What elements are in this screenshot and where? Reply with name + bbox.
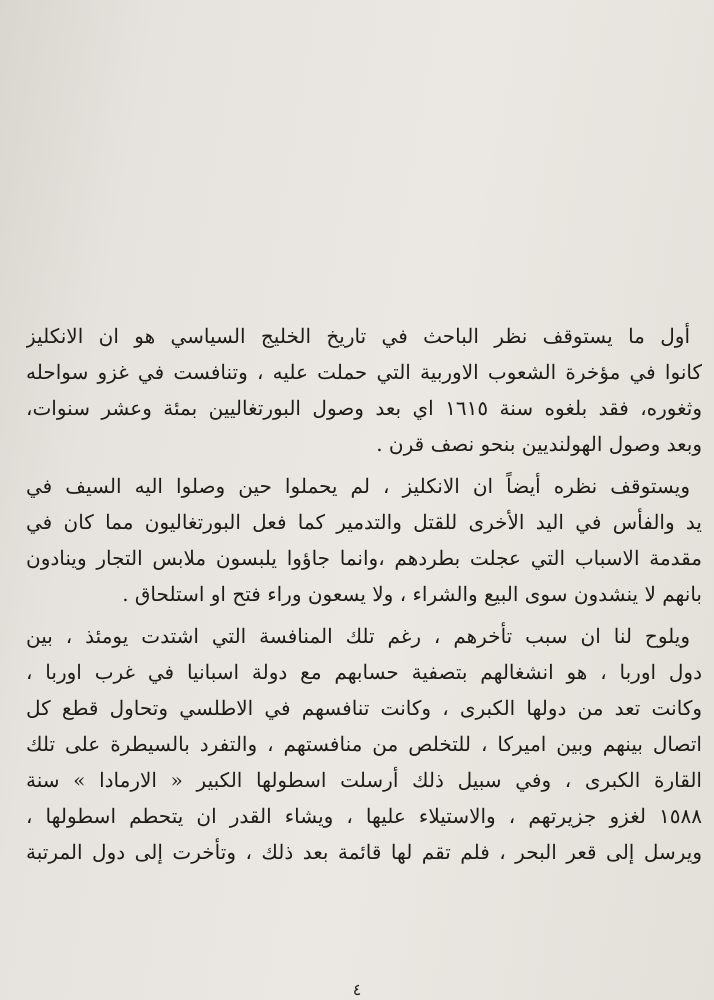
text-line: اتصال بينهم وبين اميركا ، للتخلص من منافستهم ، والتفرد بالسيطرة على تلك — [26, 732, 702, 756]
text-line: بانهم لا ينشدون سوى البيع والشراء ، ولا يسعون وراء فتح او استلحاق . — [122, 582, 702, 606]
text-line: وبعد وصول الهولنديين بنحو نصف قرن . — [376, 432, 702, 456]
page-number: ٤ — [352, 980, 362, 999]
text-line: مقدمة الاسباب التي عجلت بطردهم ،وانما جاؤوا يلبسون ملابس التجار وينادون — [26, 546, 702, 570]
paragraph-2 — [26, 468, 702, 612]
text-line: وكانت تعد من دولها الكبرى ، وكانت تنافسهم في الاطلسي وتحاول قطع كل — [26, 696, 702, 720]
text-line: يد والفأس في اليد الأخرى للقتل والتدمير كما فعل البورتغاليون مما كان في — [26, 510, 702, 534]
text-line: ويستوقف نظره أيضاً ان الانكليز ، لم يحملوا حين وصلوا اليه السيف في — [26, 474, 690, 498]
paragraph-3 — [26, 618, 702, 870]
text-line: وثغوره، فقد بلغوه سنة ١٦١٥ اي بعد وصول البورتغاليين بمئة وعشر سنوات، — [26, 396, 702, 420]
text-line: أول ما يستوقف نظر الباحث في تاريخ الخليج السياسي هو ان الانكليز — [26, 324, 690, 348]
text-line: كانوا في مؤخرة الشعوب الاوربية التي حملت عليه ، وتنافست في غزو سواحله — [26, 360, 702, 384]
text-line: دول اوربا ، هو انشغالهم بتصفية حسابهم مع دولة اسبانيا في غرب اوربا ، — [26, 660, 702, 684]
text-line: ١٥٨٨ لغزو جزيرتهم ، والاستيلاء عليها ، ويشاء القدر ان يتحطم اسطولها ، — [26, 804, 702, 828]
text-line: ويلوح لنا ان سبب تأخرهم ، رغم تلك المنافسة التي اشتدت يومئذ ، بين — [26, 624, 690, 648]
paragraph-1 — [26, 318, 702, 462]
text-line: ويرسل إلى قعر البحر ، فلم تقم لها قائمة بعد ذلك ، وتأخرت إلى دول المرتبة — [26, 840, 702, 864]
body-text — [26, 318, 702, 870]
text-line: القارة الكبرى ، وفي سبيل ذلك أرسلت اسطولها الكبير « الارمادا » سنة — [26, 768, 702, 792]
